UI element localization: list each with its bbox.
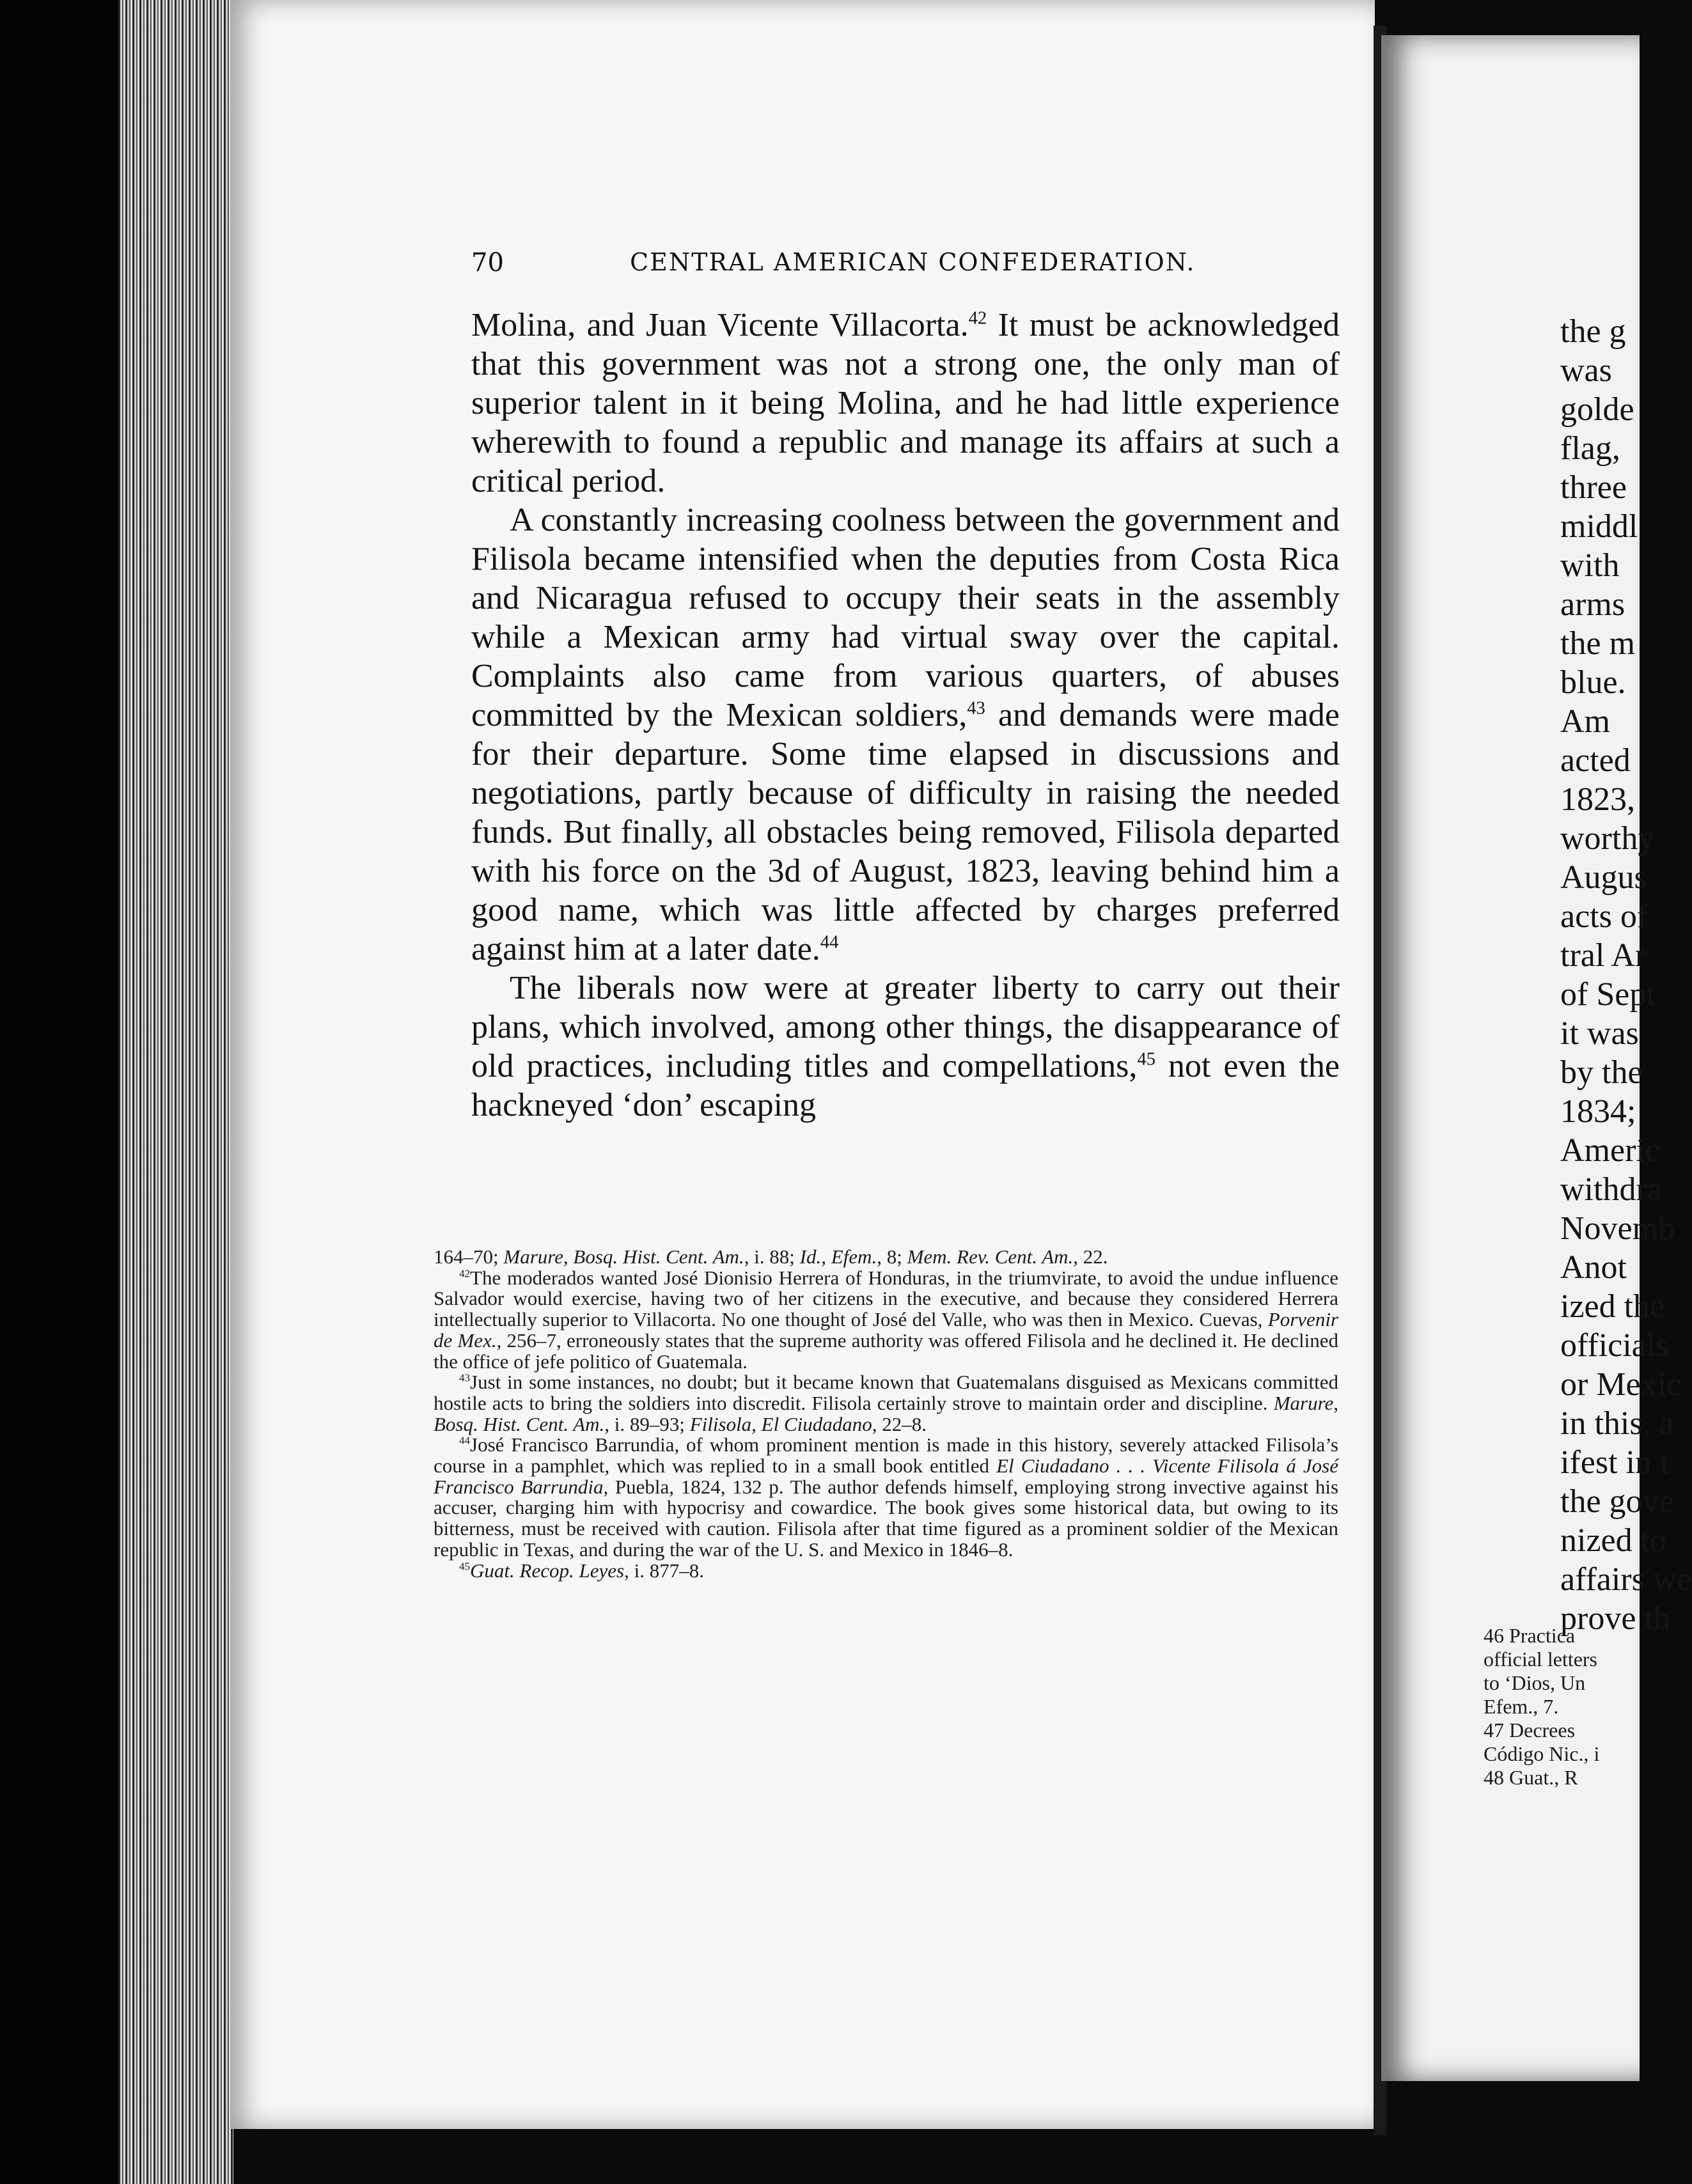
paragraph <box>471 306 1340 501</box>
citation-italic: Marure, Bosq. Hist. Cent. Am. <box>434 1391 1338 1435</box>
right-page-line: Americ <box>1560 1132 1660 1169</box>
footnote <box>434 1268 1338 1373</box>
citation-italic: Marure, Bosq. Hist. Cent. Am. <box>503 1245 744 1268</box>
right-page-line: Novemb <box>1560 1210 1675 1247</box>
right-page-line: 1823, <box>1560 781 1635 818</box>
right-page-line: acts of <box>1560 898 1649 935</box>
right-page-line: golde <box>1560 391 1634 428</box>
footnote <box>434 1435 1338 1560</box>
text-run: not even the hackneyed ‘don’ escaping <box>471 1048 1340 1123</box>
text-run: , 22–8. <box>872 1412 927 1435</box>
footnote-ref: 43 <box>459 1371 471 1384</box>
citation-italic: El Ciudadano . . . Vicente Filisola á José Francisco Barrundia <box>434 1455 1338 1498</box>
right-page-line: flag, <box>1560 430 1620 467</box>
text-run: The moderados wanted José Dionisio Herrera of Honduras, in the triumvirate, to avoid the undue influence Salvador would exercise, having two of her citizens in the executive, and because they considered Herrera intellectually superior to Villacorta. No one thought of José del Valle, who was then in Mexico. Cuevas, <box>434 1266 1338 1331</box>
right-page-line: middl <box>1560 508 1638 545</box>
page-header <box>471 248 1328 293</box>
text-run: , 22. <box>1073 1245 1108 1268</box>
footnote-ref: 43 <box>967 698 985 719</box>
right-page-note-line: 48 Guat., R <box>1484 1766 1578 1789</box>
right-page-line: by the <box>1560 1054 1643 1091</box>
right-page-line: Anot <box>1560 1249 1627 1286</box>
right-page-line: nized to <box>1560 1522 1667 1559</box>
right-page-line: the m <box>1560 625 1635 662</box>
footnotes <box>434 1247 1338 1581</box>
footnote-ref: 45 <box>459 1560 471 1573</box>
text-run: Molina, and Juan Vicente Villacorta. <box>471 307 969 343</box>
right-page-line: affairs we <box>1560 1561 1692 1598</box>
citation-italic: Filisola, El Ciudadano <box>689 1412 872 1435</box>
right-page-line: acted <box>1560 742 1631 779</box>
right-page-line: withdra <box>1560 1171 1662 1208</box>
citation-italic: Guat. Recop. Leyes <box>470 1559 625 1582</box>
right-page-line: worthy <box>1560 820 1655 857</box>
text-run: 164–70; <box>434 1245 504 1268</box>
right-page-line: Augus <box>1560 859 1647 896</box>
footnote-ref: 42 <box>968 308 987 329</box>
right-page-text <box>1560 312 1692 1638</box>
text-run: Just in some instances, no doubt; but it became known that Guatemalans disguised as Mexicans committed hostile acts to bring the soldiers into discredit. Filisola certainly strove to maintain order and discipline. <box>434 1371 1338 1414</box>
book-fore-edge <box>118 0 233 2184</box>
paragraph <box>471 501 1340 969</box>
right-page-line: tral Ar <box>1560 937 1647 974</box>
right-page-line: the g <box>1560 313 1626 350</box>
text-run: , i. 89–93; <box>604 1412 690 1435</box>
footnote <box>434 1372 1338 1435</box>
right-page-note-line: Código Nic., i <box>1484 1742 1600 1765</box>
right-page-line: of Sept <box>1560 976 1656 1013</box>
right-page-line: ized the <box>1560 1288 1665 1325</box>
right-page-line: ifest in t <box>1560 1444 1670 1481</box>
right-page-note-line: 47 Decrees <box>1484 1719 1576 1742</box>
text-run: , 256–7, erroneously states that the supreme authority was offered Filisola and he declined it. He declined the office of jefe politico of Guatemala. <box>434 1329 1338 1373</box>
footnote-ref: 44 <box>820 932 839 953</box>
body-text <box>471 306 1340 1125</box>
right-page-line: three <box>1560 469 1627 506</box>
citation-italic: Id., Efem. <box>799 1245 877 1268</box>
right-page-note-line: to ‘Dios, Un <box>1484 1671 1586 1694</box>
text-run: , Puebla, 1824, 132 p. The author defends himself, employing strong invective against his accuser, charging him with hypocrisy and cowardice. The book gives some historical data, but owing to its bitterness, must be received with caution. Filisola after that time figured as a prominent soldier of the Mexican republic in Texas, and during the war of the U. S. and Mexico in 1846–8. <box>434 1475 1339 1561</box>
page-number: 70 <box>471 248 504 277</box>
text-run: José Francisco Barrundia, of whom prominent mention is made in this history, severely attacked Filisola’s course in a pamphlet, which was replied to in a small book entitled <box>434 1433 1338 1478</box>
scan-background-left <box>0 0 118 2184</box>
right-page-notes <box>1484 1624 1599 1790</box>
right-page-line: officials <box>1560 1327 1669 1364</box>
right-page-line: Am <box>1560 703 1610 740</box>
footnote <box>434 1561 1338 1582</box>
right-page-note-line: official letters <box>1484 1648 1597 1671</box>
right-page-line: arms <box>1560 586 1625 623</box>
right-page-note-line: Efem., 7. <box>1484 1695 1559 1718</box>
paragraph <box>471 969 1340 1125</box>
right-page-line: it was <box>1560 1015 1639 1052</box>
footnote <box>434 1247 1338 1268</box>
footnote-ref: 45 <box>1137 1049 1155 1070</box>
right-page-line: blue. <box>1560 664 1626 701</box>
text-run: and demands were made for their departure. Some time elapsed in discussions and negotiations, partly because of difficulty in raising the needed funds. But finally, all obstacles being removed, Filisola departed with his force on the 3d of August, 1823, leaving behind him a good name, which was little affected by charges preferred against him at a later date. <box>471 697 1340 967</box>
footnote-ref: 44 <box>459 1435 471 1447</box>
footnote-ref: 42 <box>459 1267 471 1280</box>
right-page-line: with <box>1560 547 1620 584</box>
text-run: A constantly increasing coolness between the government and Filisola became intensified when the deputies from Costa Rica and Nicaragua refused to occupy their seats in the assembly while a Mexican army had virtual sway over the capital. Complaints also came from various quarters, of abuses committed by the Mexican soldiers, <box>471 502 1340 733</box>
right-page-line: the gove <box>1560 1483 1674 1520</box>
citation-italic: Mem. Rev. Cent. Am. <box>907 1245 1074 1268</box>
citation-italic: Porvenir de Mex. <box>434 1308 1338 1352</box>
right-page-note-line: 46 Practica <box>1484 1624 1576 1647</box>
running-head: CENTRAL AMERICAN CONFEDERATION. <box>630 248 1196 276</box>
text-run: , i. 88; <box>744 1245 800 1268</box>
right-page-line: or Mexic <box>1560 1366 1682 1403</box>
right-page-line: 1834; <box>1560 1093 1636 1130</box>
right-page-line: in this, a <box>1560 1405 1674 1442</box>
right-page-line: prove th <box>1560 1600 1670 1637</box>
text-run: , 8; <box>877 1245 907 1268</box>
text-run: , i. 877–8. <box>624 1559 704 1582</box>
right-page-line: was <box>1560 352 1612 389</box>
text-run: The liberals now were at greater liberty to carry out their plans, which involved, among other things, the disappearance of old practices, including titles and compellations, <box>471 970 1340 1084</box>
text-run: It must be acknowledged that this government was not a strong one, the only man of superior talent in it being Molina, and he had little experience wherewith to found a republic and manage its affairs at such a critical period. <box>471 307 1340 499</box>
